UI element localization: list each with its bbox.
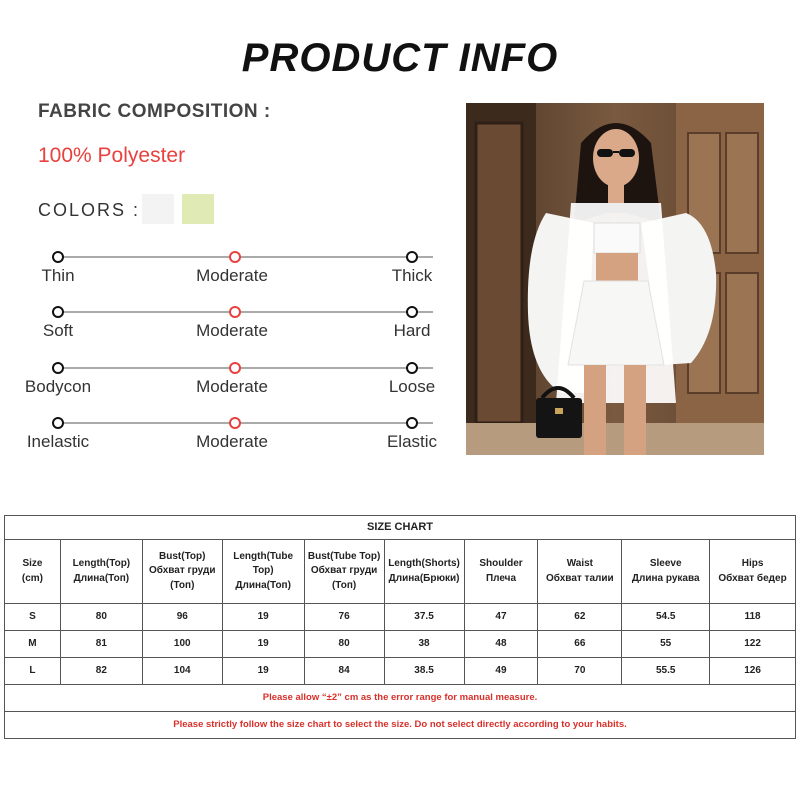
scale-dot-right xyxy=(406,417,418,429)
measurement-error-note: Please allow “±2” cm as the error range for manual measure. xyxy=(5,685,796,712)
scale-dot-left xyxy=(52,251,64,263)
color-swatch-white[interactable] xyxy=(142,194,174,224)
scale-track xyxy=(58,311,433,313)
cell-sleeve: 55.5 xyxy=(622,658,710,685)
size-selection-note: Please strictly follow the size chart to select the size. Do not select directly according to your habits. xyxy=(5,712,796,739)
cell-hips: 118 xyxy=(710,604,796,631)
cell-shoulder: 49 xyxy=(464,658,538,685)
table-row xyxy=(5,604,796,631)
thickness-scale xyxy=(20,251,440,301)
scale-label-right: Loose xyxy=(388,377,436,396)
scale-dot-left xyxy=(52,306,64,318)
scale-track xyxy=(58,422,433,424)
size-chart-header-row xyxy=(5,540,796,604)
scale-label-middle: Moderate xyxy=(196,432,268,451)
color-swatch-green[interactable] xyxy=(182,194,214,224)
scale-dot-selected xyxy=(229,362,241,374)
scale-dot-selected xyxy=(229,251,241,263)
colors-label: COLORS : xyxy=(38,200,141,220)
fabric-composition-value: 100% Polyester xyxy=(38,144,186,167)
cell-waist: 70 xyxy=(538,658,622,685)
header-sleeve: Sleeve Длина рукава xyxy=(622,540,710,604)
size-chart-table xyxy=(4,515,796,739)
header-length-top: Length(Top) Длина(Топ) xyxy=(60,540,142,604)
scale-label-left: Inelastic xyxy=(26,432,90,451)
cell-size: M xyxy=(5,631,61,658)
scale-label-middle: Moderate xyxy=(196,266,268,285)
scale-dot-left xyxy=(52,417,64,429)
cell-hips: 126 xyxy=(710,658,796,685)
scale-dot-selected xyxy=(229,306,241,318)
size-chart-title: SIZE CHART xyxy=(5,516,796,540)
product-photo xyxy=(466,103,764,455)
scale-label-left: Soft xyxy=(42,321,74,340)
table-row xyxy=(5,631,796,658)
cell-length-tube-top: 19 xyxy=(222,631,304,658)
scale-track xyxy=(58,256,433,258)
scale-label-right: Hard xyxy=(393,321,431,340)
cell-waist: 66 xyxy=(538,631,622,658)
header-hips: Hips Обхват бедер xyxy=(710,540,796,604)
cell-length-shorts: 38 xyxy=(384,631,464,658)
page-title: PRODUCT INFO xyxy=(241,36,559,80)
scale-dot-right xyxy=(406,362,418,374)
cell-size: L xyxy=(5,658,61,685)
header-waist: Waist Обхват талии xyxy=(538,540,622,604)
scale-label-left: Bodycon xyxy=(24,377,92,396)
scale-track xyxy=(58,367,433,369)
cell-length-tube-top: 19 xyxy=(222,604,304,631)
size-chart-caption-row xyxy=(5,516,796,540)
cell-bust-tube-top: 84 xyxy=(304,658,384,685)
cell-sleeve: 55 xyxy=(622,631,710,658)
scale-dot-right xyxy=(406,251,418,263)
scale-label-right: Thick xyxy=(391,266,433,285)
scale-dot-right xyxy=(406,306,418,318)
cell-length-tube-top: 19 xyxy=(222,658,304,685)
cell-length-shorts: 37.5 xyxy=(384,604,464,631)
cell-size: S xyxy=(5,604,61,631)
fabric-composition-label: FABRIC COMPOSITION : xyxy=(38,101,271,122)
header-size: Size (cm) xyxy=(5,540,61,604)
header-shoulder: Shoulder Плеча xyxy=(464,540,538,604)
elasticity-scale xyxy=(20,417,440,467)
cell-length-top: 81 xyxy=(60,631,142,658)
header-length-tube-top: Length(Tube Top) Длина(Топ) xyxy=(222,540,304,604)
header-bust-tube-top: Bust(Tube Top) Обхват груди (Топ) xyxy=(304,540,384,604)
scale-dot-selected xyxy=(229,417,241,429)
cell-bust-tube-top: 76 xyxy=(304,604,384,631)
cell-length-top: 80 xyxy=(60,604,142,631)
cell-waist: 62 xyxy=(538,604,622,631)
cell-shoulder: 48 xyxy=(464,631,538,658)
note-row xyxy=(5,685,796,712)
scale-label-middle: Moderate xyxy=(196,321,268,340)
cell-bust-top: 100 xyxy=(142,631,222,658)
cell-bust-tube-top: 80 xyxy=(304,631,384,658)
cell-hips: 122 xyxy=(710,631,796,658)
scale-label-left: Thin xyxy=(41,266,75,285)
cell-sleeve: 54.5 xyxy=(622,604,710,631)
cell-shoulder: 47 xyxy=(464,604,538,631)
cell-bust-top: 96 xyxy=(142,604,222,631)
softness-scale xyxy=(20,306,440,356)
scale-label-right: Elastic xyxy=(386,432,438,451)
table-row xyxy=(5,658,796,685)
header-length-shorts: Length(Shorts) Длина(Брюки) xyxy=(384,540,464,604)
fit-scale xyxy=(20,362,440,412)
scale-label-middle: Moderate xyxy=(196,377,268,396)
scale-dot-left xyxy=(52,362,64,374)
note-row xyxy=(5,712,796,739)
header-bust-top: Bust(Top) Обхват груди (Топ) xyxy=(142,540,222,604)
cell-length-top: 82 xyxy=(60,658,142,685)
cell-bust-top: 104 xyxy=(142,658,222,685)
cell-length-shorts: 38.5 xyxy=(384,658,464,685)
